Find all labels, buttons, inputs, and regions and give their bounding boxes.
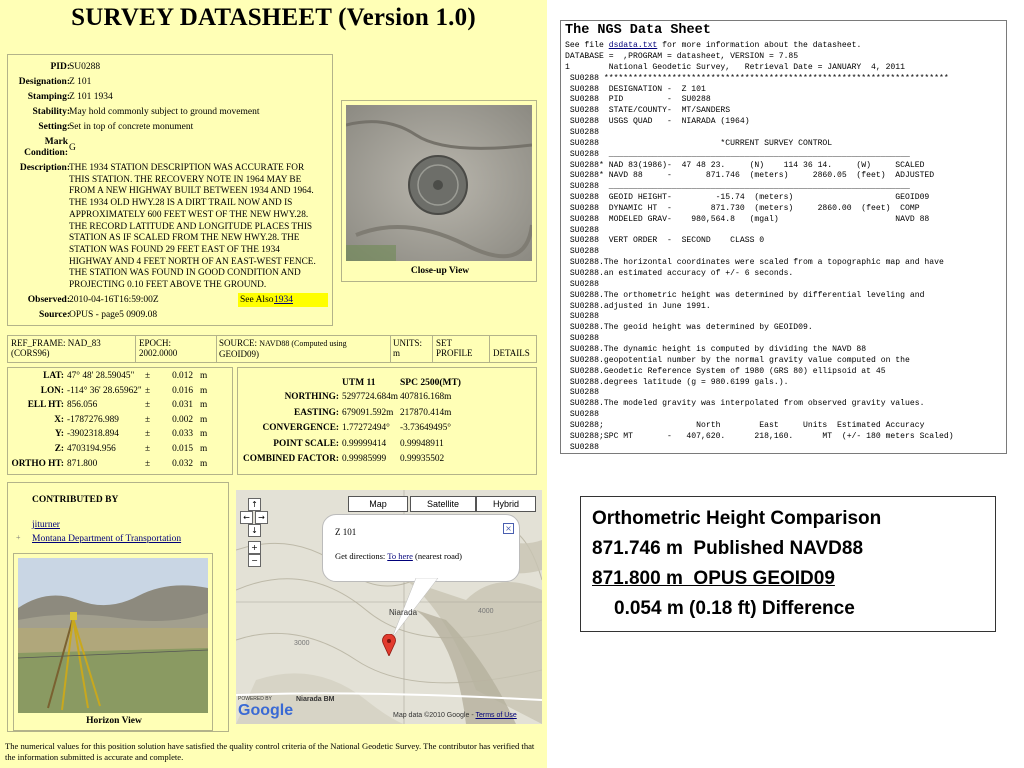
source-label: Source: (39, 310, 70, 320)
coord-accuracy: 0.012 (172, 371, 193, 381)
mark-condition-value: G (69, 143, 76, 153)
agency-link[interactable]: Montana Department of Transportation (32, 534, 182, 544)
ngs-line: SU0288.degrees latitude (g = 980.6199 gals.). (565, 377, 789, 387)
coord-plusminus: ± (145, 458, 151, 469)
proj-label: COMBINED FACTOR: (243, 454, 339, 464)
popup-suffix: (nearest road) (415, 551, 462, 561)
attribution-text: Map data ©2010 Google - (393, 712, 474, 719)
horizon-photo[interactable] (18, 558, 208, 713)
comparison-line-opus: 871.800 m OPUS GEOID09 (592, 568, 835, 589)
coord-unit: m (200, 414, 208, 425)
description-line: APPROXIMATELY 600 FEET WEST OF THE NEW HWY.28. (69, 209, 309, 220)
ngs-line: SU0288.adjusted in June 1991. (565, 301, 711, 311)
ngs-line: SU0288 ______________________________________________________________ (565, 182, 910, 192)
coord-label: LAT: (43, 371, 64, 381)
tree-toggle-icon[interactable]: + (16, 533, 21, 542)
ngs-line: SU0288.an estimated accuracy of +/- 6 seconds. (565, 269, 794, 278)
details-button[interactable]: DETAILS (493, 348, 530, 358)
pan-up-icon[interactable]: ↑ (248, 498, 261, 511)
coord-accuracy: 0.002 (172, 414, 193, 425)
observed-value: 2010-04-16T16:59:00Z (69, 295, 159, 305)
coord-unit: m (200, 400, 208, 411)
ngs-line: SU0288.The modeled gravity was interpolated from observed gravity values. (565, 399, 925, 409)
coord-accuracy: 0.031 (172, 400, 193, 411)
source-cell (219, 338, 347, 359)
horizon-photo-box (13, 553, 213, 731)
popup-to-here-link[interactable]: To here (387, 551, 413, 561)
divider (390, 336, 391, 362)
observed-label: Observed: (27, 295, 70, 305)
pid-value: SU0288 (69, 62, 101, 72)
proj-spc: 407816.168m (400, 392, 452, 402)
see-file-line (565, 41, 861, 51)
see-file-prefix: See file (565, 41, 604, 50)
coord-value: -3902318.894 (67, 429, 119, 440)
contributed-by-box (7, 482, 229, 732)
ngs-line: SU0288 VERT ORDER - SECOND CLASS 0 (565, 236, 765, 246)
ngs-line: SU0288 (565, 410, 599, 420)
map-marker-icon[interactable] (382, 634, 396, 656)
contour-label-4000: 4000 (478, 608, 494, 615)
reference-frame-row (7, 335, 537, 363)
divider (432, 336, 433, 362)
description-line: THE 1934 STATION DESCRIPTION WAS ACCURATE FOR (69, 163, 305, 173)
coord-plusminus: ± (145, 385, 151, 396)
ngs-line: SU0288 ______________________________________________________________ (565, 149, 910, 159)
epoch-label: EPOCH: (139, 338, 172, 348)
stability-value: May hold commonly subject to ground movement (69, 107, 260, 117)
coord-label: Y: (55, 429, 64, 440)
ngs-line: SU0288 DESIGNATION - Z 101 (565, 84, 706, 94)
proj-label: NORTHING: (284, 392, 339, 402)
designation-label: Designation: (18, 77, 70, 87)
station-info-box (7, 54, 333, 326)
ref-source-value: NAVD88 (Computed using (259, 339, 347, 348)
see-also-link[interactable]: 1934 (274, 295, 293, 305)
ngs-line: SU0288 DYNAMIC HT - 871.730 (meters) 2860.00 (feet) COMP (565, 203, 920, 213)
stamping-value: Z 101 1934 (69, 92, 113, 102)
description-line: STATION WAS FOUND 29 FEET EAST OF THE 1934 (69, 244, 280, 255)
description-line: THIS STATION. THE RECOVERY NOTE IN 1964 MAY BE (69, 174, 302, 185)
zoom-out-icon[interactable]: − (248, 554, 261, 567)
ngs-line: SU0288 PID - SU0288 (565, 95, 711, 105)
place-label: Niarada (389, 608, 418, 617)
ngs-line: SU0288 (565, 247, 599, 257)
ngs-data-sheet (560, 20, 1007, 454)
dsdata-link[interactable]: dsdata.txt (608, 41, 658, 50)
ngs-line: SU0288; North East Units Estimated Accuracy (565, 420, 925, 430)
description-line: THE RECORD LATITUDE AND LONGITUDE PLACES THIS (69, 221, 313, 232)
coord-plusminus: ± (145, 400, 151, 411)
proj-spc: -3.73649495° (400, 423, 451, 433)
units-label: UNITS: (393, 338, 422, 348)
footer-note: The numerical values for this position solution have satisfied the quality control criteria of the National Geodetic Survey. The contributor has verified that the information submitted is accurate and complete. (5, 741, 535, 762)
closeup-photo-box (341, 100, 537, 282)
ngs-line: SU0288.The geoid height was determined by GEOID09. (565, 323, 813, 333)
bm-label: Niarada BM (296, 696, 335, 703)
ngs-line: SU0288 STATE/COUNTY- MT/SANDERS (565, 106, 731, 116)
description-line: THE 1934 OLD HWY.28 IS A DIRT TRAIL NOW AND IS (69, 198, 293, 209)
coord-unit: m (200, 371, 208, 381)
coord-plusminus: ± (145, 371, 151, 381)
ngs-line: SU0288 *********************************************************************** (565, 73, 949, 83)
zoom-in-icon[interactable]: + (248, 541, 261, 554)
coord-value: 4703194.956 (67, 444, 116, 454)
map-tab-satellite[interactable]: Satellite (410, 496, 476, 512)
description-label: Description: (19, 163, 70, 173)
map-tab-hybrid[interactable]: Hybrid (476, 496, 536, 512)
units-cell[interactable] (393, 338, 422, 358)
pid-label: PID: (50, 62, 70, 72)
coord-plusminus: ± (145, 429, 151, 440)
comparison-difference: 0.054 m (0.18 ft) Difference (614, 598, 855, 619)
coord-unit: m (200, 444, 208, 454)
contributed-by-label: CONTRIBUTED BY (32, 495, 119, 505)
mark-condition-label: Mark Condition: (24, 137, 68, 158)
ngs-line: SU0288 (565, 312, 599, 322)
ref-frame-label: REF_FRAME: (11, 338, 66, 348)
ref-source-sub: GEOID09) (219, 349, 259, 359)
comparison-line-published: 871.746 m Published NAVD88 (592, 538, 864, 559)
ngs-line: SU0288* NAVD 88 - 871.746 (meters) 2860.05 (feet) ADJUSTED (565, 171, 935, 181)
epoch-cell (139, 338, 177, 358)
spc-header: SPC 2500(MT) (400, 378, 461, 388)
description-line: THE STATION WAS FOUND IN GOOD CONDITION AND (69, 268, 301, 279)
location-map[interactable] (236, 490, 542, 724)
ngs-line: SU0288;SPC MT - 407,620. 218,160. MT (+/- 180 meters Scaled) (565, 431, 954, 441)
divider (135, 336, 136, 362)
popup-directions-prefix: Get directions: (335, 551, 386, 561)
coord-plusminus: ± (145, 414, 151, 425)
pan-left-icon[interactable]: ← (240, 511, 253, 524)
proj-utm: 0.99999414 (342, 438, 387, 449)
setting-label: Setting: (38, 122, 70, 132)
coord-unit: m (200, 429, 208, 440)
coord-value: -114° 36' 28.65962" (67, 385, 142, 396)
proj-utm: 1.77272494° (342, 423, 390, 433)
see-also-highlight (238, 293, 328, 307)
ngs-line: SU0288.geopotential number by the normal gravity value computed on the (565, 355, 910, 365)
map-attribution (393, 712, 517, 719)
proj-utm: 5297724.684m (342, 392, 399, 402)
closeup-caption: Close-up View (410, 266, 470, 276)
utm-header: UTM 11 (342, 378, 376, 388)
contour-label-3000: 3000 (294, 640, 310, 647)
coord-label: Z: (54, 444, 64, 454)
google-logo: Google (238, 702, 294, 719)
ngs-line: SU0288 USGS QUAD - NIARADA (1964) (565, 117, 750, 127)
coord-label: ELL HT: (27, 400, 64, 411)
powered-by-label: POWERED BY (238, 696, 272, 702)
ngs-line: SU0288.The dynamic height is computed by dividing the NAVD 88 (565, 344, 867, 354)
description-line: STATION AS IF SCALED FROM THE NEW HWY.28. THE (69, 233, 300, 244)
ngs-line: 1 National Geodetic Survey, Retrieval Date = JANUARY 4, 2011 (565, 62, 905, 72)
ngs-line: SU0288.The orthometric height was determined by differential leveling and (565, 290, 925, 300)
divider (216, 336, 217, 362)
description-line: PROJECTING 0.10 FEET ABOVE THE GROUND. (69, 280, 267, 290)
set-profile-button[interactable]: SET PROFILE (436, 338, 473, 358)
ngs-title: The NGS Data Sheet (565, 23, 711, 38)
divider (489, 336, 490, 362)
proj-label: EASTING: (294, 407, 339, 418)
coord-accuracy: 0.016 (172, 385, 193, 396)
proj-label: POINT SCALE: (273, 438, 339, 449)
see-also-label: See Also (240, 295, 274, 305)
ref-frame-value: NAD_83 (67, 338, 101, 348)
see-file-suffix: for more information about the datasheet. (662, 41, 862, 50)
ref-source-label: SOURCE: (219, 338, 258, 348)
map-tab-map[interactable]: Map (348, 496, 408, 512)
height-comparison-box (580, 496, 996, 632)
ngs-line: DATABASE = ,PROGRAM = datasheet, VERSION = 7.85 (565, 52, 799, 61)
coord-label: LON: (40, 385, 64, 396)
ngs-line: SU0288 (565, 127, 599, 137)
info-popup (322, 514, 520, 582)
ngs-line: SU0288 (565, 279, 599, 289)
terms-link[interactable]: Terms of Use (475, 712, 517, 719)
ngs-line: SU0288 *CURRENT SURVEY CONTROL (565, 138, 833, 148)
coord-value: 856.056 (67, 400, 98, 411)
description-line: FROM A NEW HIGHWAY BUILT BETWEEN 1934 AND 1964. (69, 186, 314, 197)
ngs-line: SU0288.Geodetic Reference System of 1980 (GRS 80) ellipsoid at 45 (565, 366, 886, 376)
ngs-line: SU0288* NAD 83(1986)- 47 48 23. (N) 114 36 14. (W) SCALED (565, 160, 925, 170)
coord-value: 871.800 (67, 458, 98, 469)
popup-close-icon[interactable]: × (503, 523, 514, 534)
ngs-line: SU0288 (565, 225, 599, 235)
ngs-line: SU0288 (565, 442, 599, 452)
proj-spc: 0.99935502 (400, 454, 445, 464)
proj-utm: 0.99985999 (342, 454, 387, 464)
proj-utm: 679091.592m (342, 407, 394, 418)
pan-down-icon[interactable]: ↓ (248, 524, 261, 537)
source-value: OPUS - page5 0909.08 (69, 310, 158, 320)
stability-label: Stability: (32, 107, 70, 117)
coordinates-box (7, 367, 233, 475)
proj-spc: 0.99948911 (400, 438, 444, 449)
popup-directions (335, 551, 462, 561)
contributor-link[interactable]: jiturner (32, 520, 60, 530)
coord-unit: m (200, 458, 208, 469)
projection-box (237, 367, 537, 475)
epoch-value: 2002.0000 (139, 348, 178, 358)
stamping-label: Stamping: (27, 92, 70, 102)
ngs-line: SU0288 (565, 388, 599, 398)
coord-value: 47° 48' 28.59045" (67, 371, 135, 381)
coord-accuracy: 0.032 (172, 458, 193, 469)
coord-accuracy: 0.015 (172, 444, 193, 454)
proj-spc: 217870.414m (400, 407, 452, 418)
ref-frame-sub: (CORS96) (11, 348, 50, 358)
ngs-line: SU0288.The horizontal coordinates were scaled from a topographic map and have (565, 258, 944, 268)
survey-title: SURVEY DATASHEET (Version 1.0) (71, 4, 476, 31)
closeup-photo[interactable] (346, 105, 532, 261)
description-line: HIGHWAY AND 4 FEET NORTH OF AN EAST-WEST FENCE. (69, 256, 316, 267)
ngs-line: SU0288 (565, 334, 599, 344)
coord-plusminus: ± (145, 444, 151, 454)
ref-frame-cell (11, 338, 101, 358)
designation-value: Z 101 (69, 77, 92, 87)
coord-value: -1787276.989 (67, 414, 119, 425)
ngs-line: SU0288 GEOID HEIGHT- -15.74 (meters) GEOID09 (565, 193, 930, 203)
horizon-caption: Horizon View (86, 716, 142, 726)
setting-value: Set in top of concrete monument (69, 122, 194, 132)
ngs-line: SU0288 MODELED GRAV- 980,564.8 (mgal) NAVD 88 (565, 214, 930, 224)
coord-label: X: (54, 414, 64, 425)
coord-accuracy: 0.033 (172, 429, 193, 440)
popup-title: Z 101 (335, 527, 357, 537)
comparison-title: Orthometric Height Comparison (592, 508, 882, 529)
coord-unit: m (200, 385, 208, 396)
pan-right-icon[interactable]: → (255, 511, 268, 524)
proj-label: CONVERGENCE: (262, 423, 339, 433)
units-value: m (393, 348, 401, 358)
coord-label: ORTHO HT: (11, 458, 64, 469)
